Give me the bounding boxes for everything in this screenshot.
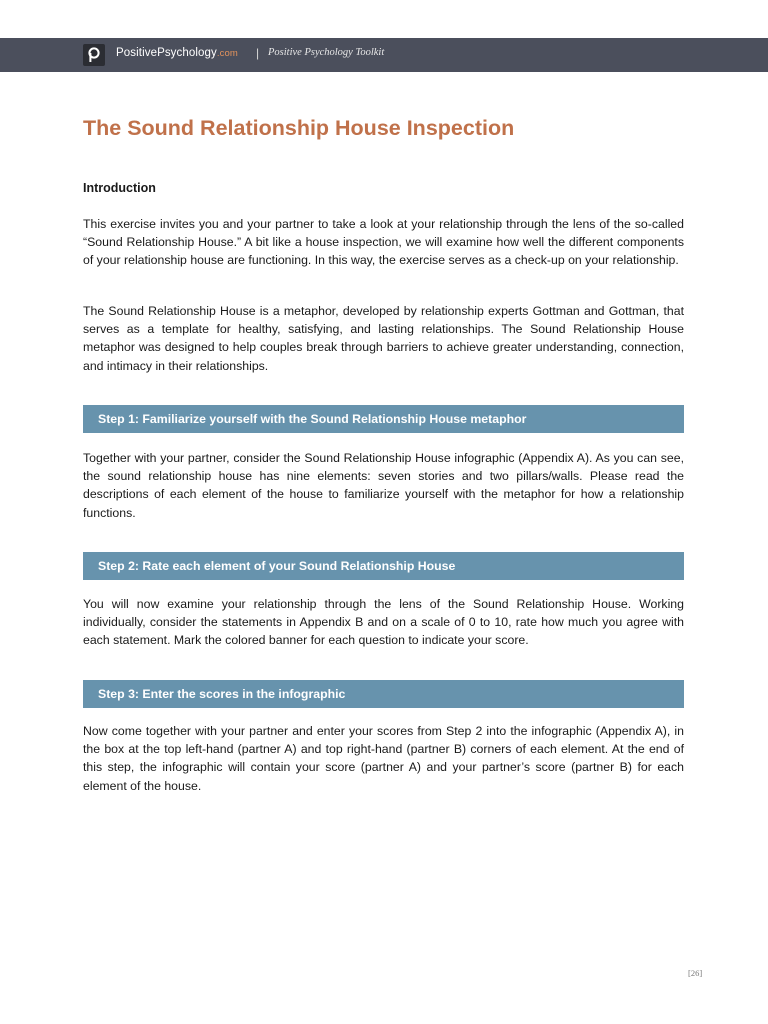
step-1-text: Together with your partner, consider the Sound Relationship House infographic (Appendix A). As you can see, the sound relationship house has nine elements: seven stories and two pillars/walls. Please read the descriptions of each element of the house to familiarize yourself with the metaphor for how a relationship functions. (83, 451, 684, 520)
introduction-heading: Introduction (83, 181, 156, 195)
brand-name-text: PositivePsychology (116, 47, 217, 59)
step-3-heading: Step 3: Enter the scores in the infographic (83, 680, 684, 708)
toolkit-label: Positive Psychology Toolkit (268, 47, 385, 58)
brand-suffix: .com (216, 48, 238, 59)
page-title: The Sound Relationship House Inspection (83, 116, 515, 140)
step-2-text: You will now examine your relationship through the lens of the Sound Relationship House. Working individually, consider the statements in Appendix B and on a scale of 0 to 10, rate how much you agree with each statement. Mark the colored banner for each question to indicate your score. (83, 597, 684, 648)
step-3-text: Now come together with your partner and enter your scores from Step 2 into the infographic (Appendix A), in the box at the top left-hand (partner A) and top right-hand (partner B) corners of each element. At the end of this step, the infographic will contain your score (partner A) and your partner’s score (partner B) for each element of the house. (83, 724, 684, 793)
header-bar (0, 38, 768, 72)
positive-psychology-logo-icon (83, 44, 105, 66)
brand-name (116, 47, 238, 59)
header-separator: | (256, 46, 260, 60)
step-1-heading: Step 1: Familiarize yourself with the Sound Relationship House metaphor (83, 405, 684, 433)
page-number: [26] (688, 968, 703, 978)
intro-paragraph-2: The Sound Relationship House is a metaphor, developed by relationship experts Gottman and Gottman, that serves as a template for healthy, satisfying, and lasting relationships. The Sound Relationship House metaphor was designed to help couples break through barriers to achieve greater understanding, connection, and intimacy in their relationships. (83, 304, 684, 373)
intro-paragraph-1: This exercise invites you and your partner to take a look at your relationship through the lens of the so-called “Sound Relationship House.” A bit like a house inspection, we will examine how well the different components of your relationship house are functioning. In this way, the exercise serves as a check-up on your relationship. (83, 217, 684, 268)
step-2-heading: Step 2: Rate each element of your Sound Relationship House (83, 552, 684, 580)
